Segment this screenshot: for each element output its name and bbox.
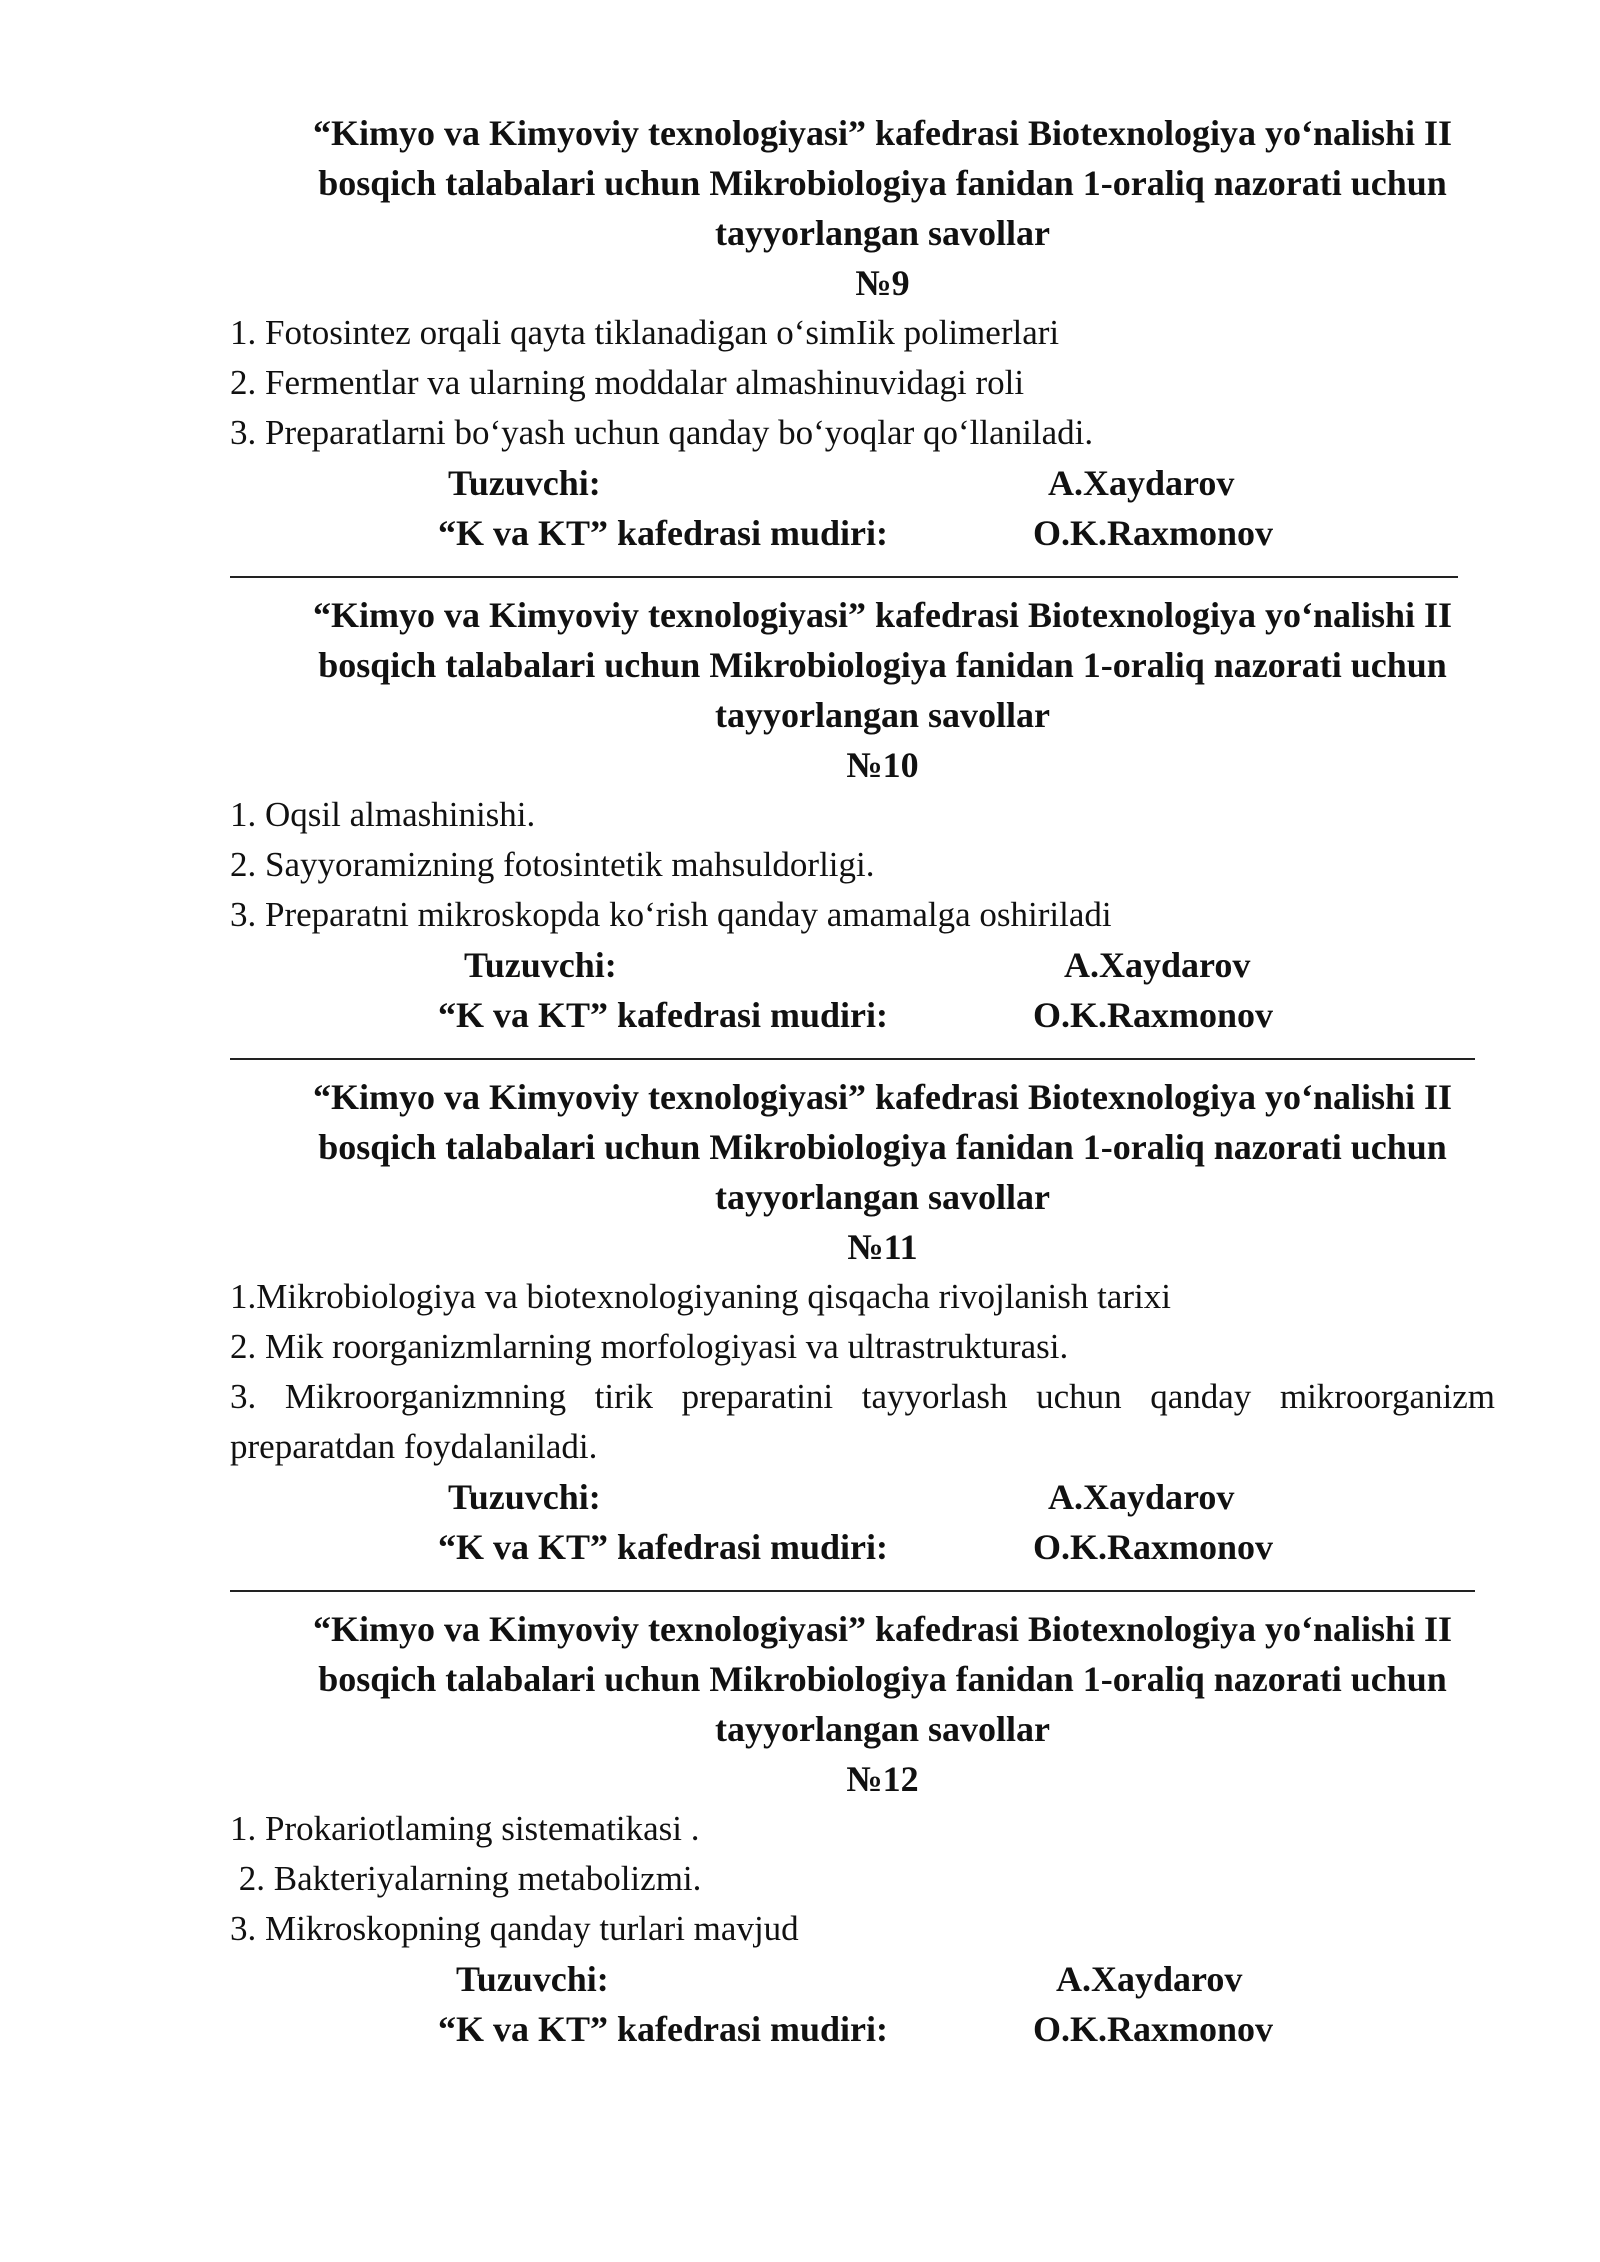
author-role: Tuzuvchi: bbox=[448, 1477, 601, 1517]
head-signature-row bbox=[230, 1522, 1495, 1572]
question-item: 1. Oqsil almashinishi. bbox=[230, 795, 536, 834]
question-item: 2. Sayyoramizning fotosintetik mahsuldorligi. bbox=[230, 845, 875, 884]
question-list bbox=[230, 308, 1495, 458]
question-item: 3. Mikroorganizmning tirik preparatini tayyorlash uchun qanday mikroorganizm preparatdan foydalaniladi. bbox=[230, 1377, 1495, 1466]
question-item: 1. Prokariotlaming sistematikasi . bbox=[230, 1809, 700, 1848]
question-card bbox=[230, 108, 1495, 558]
question-list bbox=[230, 790, 1495, 940]
question-item: 3. Preparatni mikroskopda ko‘rish qanday amamalga oshiriladi bbox=[230, 895, 1112, 934]
question-item: 2. Mik roorganizmlarning morfologiyasi va ultrastrukturasi. bbox=[230, 1327, 1069, 1366]
head-name: O.K.Raxmonov bbox=[1033, 1527, 1274, 1567]
section-divider bbox=[230, 576, 1458, 578]
head-signature-row bbox=[230, 990, 1495, 1040]
head-name: O.K.Raxmonov bbox=[1033, 513, 1274, 553]
author-role: Tuzuvchi: bbox=[456, 1959, 609, 1999]
head-name: O.K.Raxmonov bbox=[1033, 2009, 1274, 2049]
head-role: “K va KT” kafedrasi mudiri: bbox=[438, 2009, 889, 2049]
card-number: №10 bbox=[846, 745, 919, 785]
question-item: 3. Mikroskopning qanday turlari mavjud bbox=[230, 1909, 799, 1948]
question-card bbox=[230, 1072, 1495, 1572]
author-role: Tuzuvchi: bbox=[448, 463, 601, 503]
author-name: A.Xaydarov bbox=[1048, 1477, 1235, 1517]
card-header: “Kimyo va Kimyoviy texnologiyasi” kafedrasi Biotexnologiya yo‘nalishi II bosqich talabalari uchun Mikrobiologiya fanidan 1-oraliq nazorati uchun tayyorlangan savollar bbox=[312, 1609, 1453, 1749]
section-divider bbox=[230, 1590, 1475, 1592]
section-divider bbox=[230, 1058, 1475, 1060]
card-header: “Kimyo va Kimyoviy texnologiyasi” kafedrasi Biotexnologiya yo‘nalishi II bosqich talabalari uchun Mikrobiologiya fanidan 1-oraliq nazorati uchun tayyorlangan savollar bbox=[312, 1077, 1453, 1217]
card-number: №11 bbox=[847, 1227, 918, 1267]
author-signature-row bbox=[230, 458, 1495, 508]
head-signature-row bbox=[230, 508, 1495, 558]
card-header: “Kimyo va Kimyoviy texnologiyasi” kafedrasi Biotexnologiya yo‘nalishi II bosqich talabalari uchun Mikrobiologiya fanidan 1-oraliq nazorati uchun tayyorlangan savollar bbox=[312, 595, 1453, 735]
question-card bbox=[230, 590, 1495, 1040]
card-number: №12 bbox=[846, 1759, 919, 1799]
head-signature-row bbox=[230, 2004, 1495, 2054]
head-name: O.K.Raxmonov bbox=[1033, 995, 1274, 1035]
head-role: “K va KT” kafedrasi mudiri: bbox=[438, 513, 889, 553]
author-name: A.Xaydarov bbox=[1056, 1959, 1243, 1999]
author-signature-row bbox=[230, 1472, 1495, 1522]
author-signature-row bbox=[230, 940, 1495, 990]
question-item: 1.Mikrobiologiya va biotexnologiyaning qisqacha rivojlanish tarixi bbox=[230, 1277, 1171, 1316]
head-role: “K va KT” kafedrasi mudiri: bbox=[438, 995, 889, 1035]
question-item: 3. Preparatlarni bo‘yash uchun qanday bo‘yoqlar qo‘llaniladi. bbox=[230, 413, 1094, 452]
author-name: A.Xaydarov bbox=[1048, 463, 1235, 503]
question-list bbox=[230, 1804, 1495, 1954]
question-item: 2. Fermentlar va ularning moddalar almashinuvidagi roli bbox=[230, 363, 1025, 402]
author-signature-row bbox=[230, 1954, 1495, 2004]
card-header: “Kimyo va Kimyoviy texnologiyasi” kafedrasi Biotexnologiya yo‘nalishi II bosqich talabalari uchun Mikrobiologiya fanidan 1-oraliq nazorati uchun tayyorlangan savollar bbox=[312, 113, 1453, 253]
question-item: 2. Bakteriyalarning metabolizmi. bbox=[230, 1859, 702, 1898]
card-number: №9 bbox=[855, 263, 910, 303]
question-card bbox=[230, 1604, 1495, 2054]
question-list bbox=[230, 1272, 1495, 1472]
question-item: 1. Fotosintez orqali qayta tiklanadigan o‘simIik polimerlari bbox=[230, 313, 1060, 352]
document-page bbox=[230, 108, 1495, 2054]
head-role: “K va KT” kafedrasi mudiri: bbox=[438, 1527, 889, 1567]
author-name: A.Xaydarov bbox=[1064, 945, 1251, 985]
author-role: Tuzuvchi: bbox=[464, 945, 617, 985]
